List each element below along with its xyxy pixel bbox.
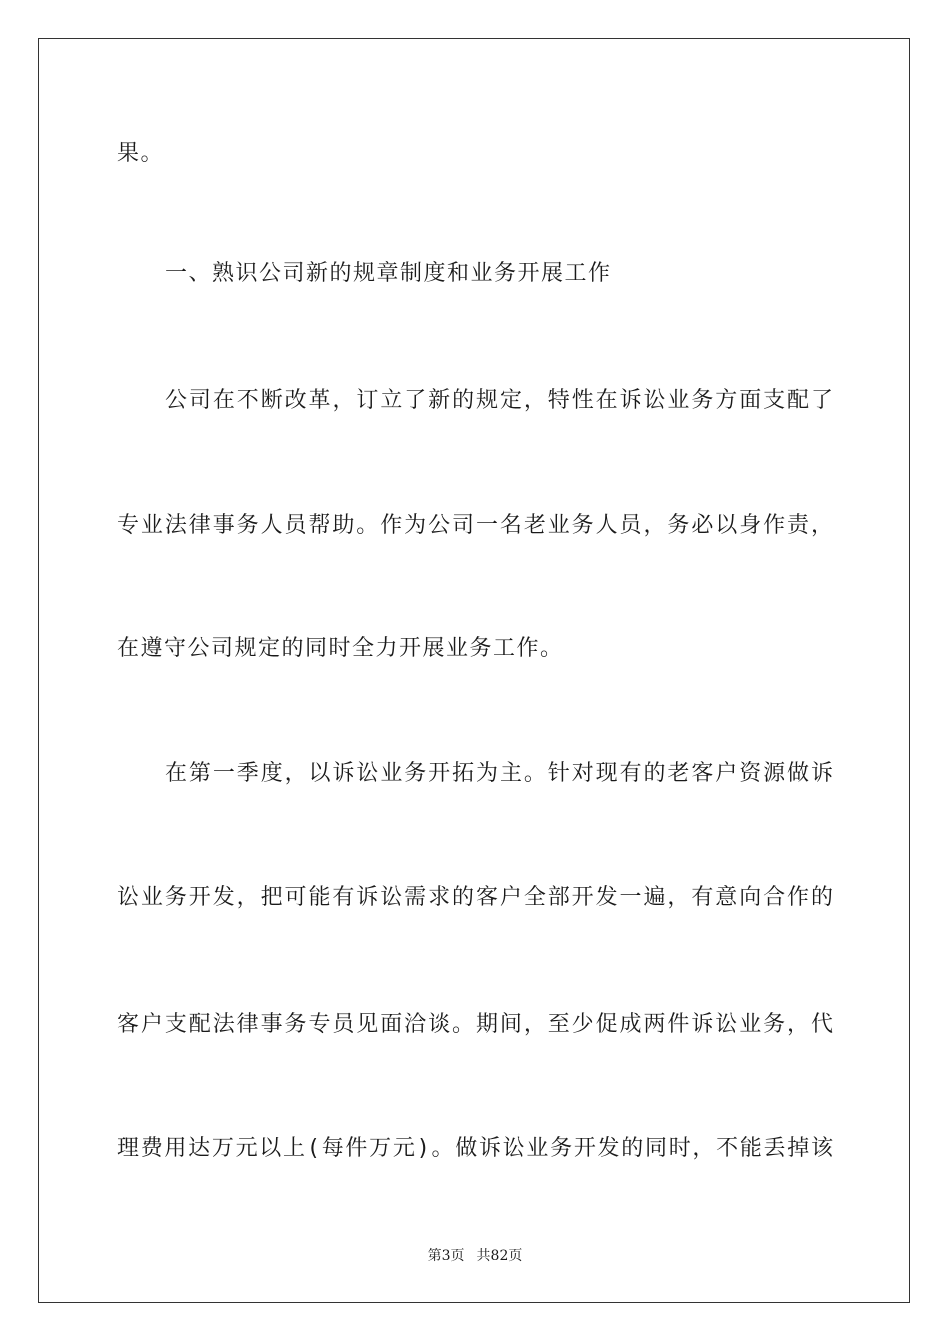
text-line-7: 讼业务开发，把可能有诉讼需求的客户全部开发一遍，有意向合作的 (117, 885, 833, 910)
page-total: 共82页 (476, 1248, 523, 1264)
page-border (38, 38, 910, 1303)
section-heading: 一、熟识公司新的规章制度和业务开展工作 (165, 261, 612, 286)
text-line-6: 在第一季度，以诉讼业务开拓为主。针对现有的老客户资源做诉 (165, 761, 833, 786)
page-number: 第3页 (427, 1248, 465, 1264)
text-line-4: 专业法律事务人员帮助。作为公司一名老业务人员，务必以身作责， (117, 513, 833, 538)
text-line-8: 客户支配法律事务专员见面洽谈。期间，至少促成两件诉讼业务，代 (117, 1012, 833, 1037)
text-line-3: 公司在不断改革，订立了新的规定，特性在诉讼业务方面支配了 (165, 388, 833, 413)
text-line-1: 果。 (117, 141, 165, 166)
page-footer (0, 1247, 950, 1265)
text-line-9: 理费用达万元以上(每件万元)。做诉讼业务开发的同时，不能丢掉该 (117, 1136, 833, 1161)
text-line-5: 在遵守公司规定的同时全力开展业务工作。 (117, 636, 564, 661)
